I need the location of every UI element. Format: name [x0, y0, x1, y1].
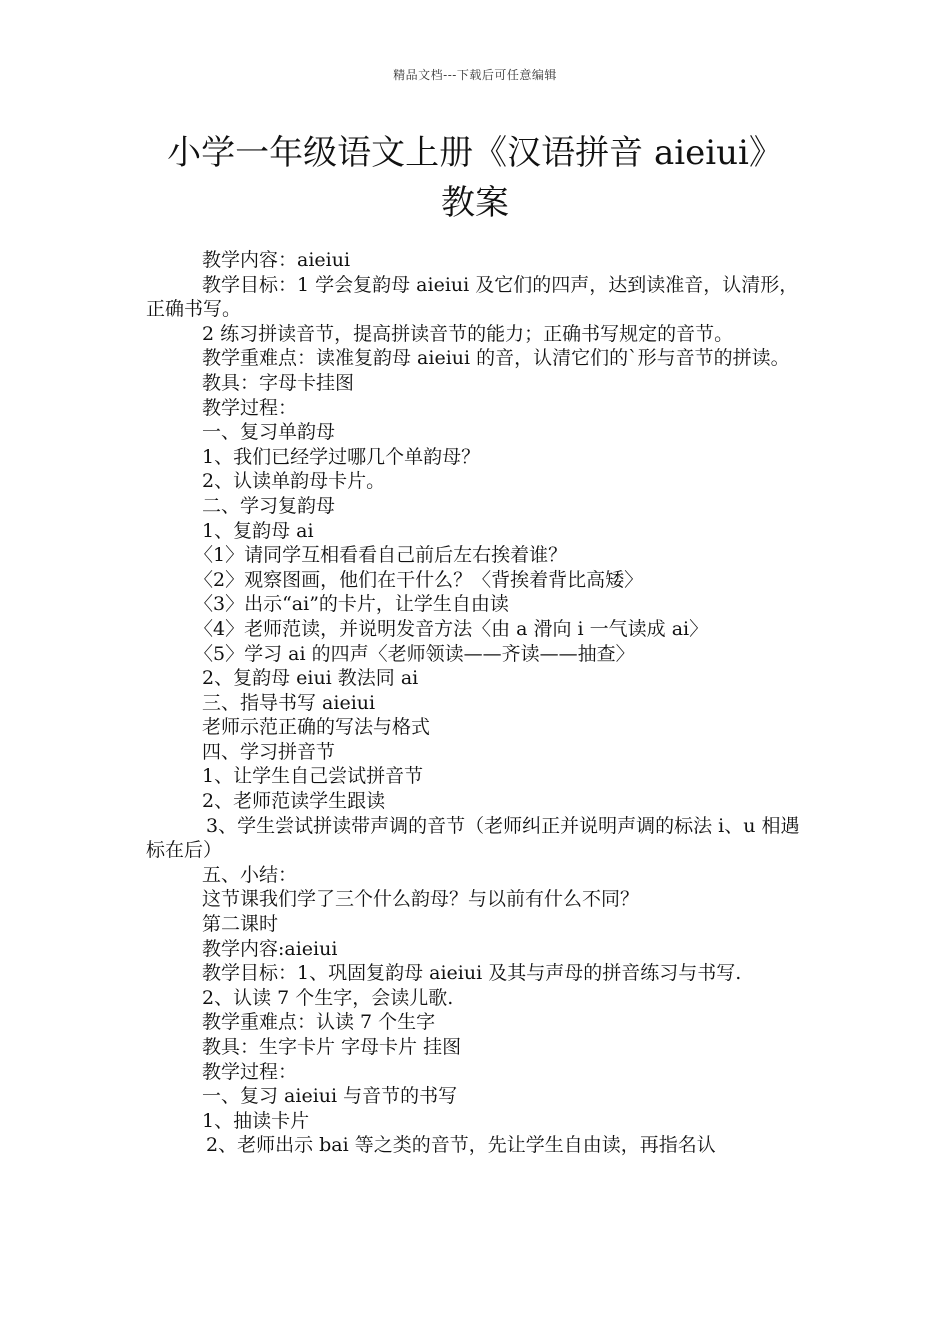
- body-paragraph: 2、认读单韵母卡片。: [202, 470, 386, 493]
- body-paragraph: 五、小结：: [202, 863, 298, 886]
- body-paragraph: 三、指导书写 aieiui: [202, 691, 376, 714]
- body-paragraph: 教具：生字卡片 字母卡片 挂图: [202, 1036, 462, 1058]
- body-paragraph: 教学重难点：读准复韵母 aieiui 的音，认清它们的`形与音节的拼读。: [202, 347, 790, 370]
- body-paragraph: 2 练习拼读音节，提高拼读音节的能力；正确书写规定的音节。: [202, 322, 734, 345]
- body-paragraph: 教学过程：: [202, 396, 298, 419]
- body-paragraph: 一、复习单韵母: [202, 421, 336, 444]
- body-paragraph: 教具：字母卡挂图: [202, 371, 355, 394]
- body-paragraph: 2、老师出示 bai 等之类的音节，先让学生自由读，再指名认: [206, 1134, 716, 1157]
- body-paragraph: 教学重难点：认读 7 个生字: [202, 1011, 436, 1034]
- body-paragraph: 老师示范正确的写法与格式: [202, 716, 431, 739]
- body-paragraph: 〈4〉老师范读，并说明发音方法〈由 a 滑向 i 一气读成 ai〉: [194, 617, 709, 640]
- title-line-2: 教案: [441, 183, 509, 223]
- body-paragraph: 四、学习拼音节: [202, 740, 336, 763]
- body-paragraph: 〈5〉学习 ai 的四声〈老师领读——齐读——抽查〉: [194, 642, 635, 665]
- document-body: [146, 248, 814, 1158]
- body-paragraph: 教学目标：1、巩固复韵母 aieiui 及其与声母的拼音练习与书写.: [202, 962, 742, 985]
- body-paragraph: 教学内容:aieiui: [202, 937, 338, 960]
- page-header: 精品文档---下载后可任意编辑: [393, 68, 557, 82]
- body-paragraph: 1、让学生自己尝试拼音节: [202, 765, 424, 788]
- body-paragraph: 1、抽读卡片: [202, 1109, 310, 1132]
- body-paragraph: 2、复韵母 eiui 教法同 ai: [202, 667, 419, 690]
- body-paragraph: 1、我们已经学过哪几个单韵母？: [202, 445, 481, 468]
- document-title: [60, 128, 890, 228]
- body-paragraph: 第二课时: [202, 913, 279, 936]
- body-paragraph: 教学过程：: [202, 1060, 298, 1083]
- body-paragraph: 3、学生尝试拼读带声调的音节（老师纠正并说明声调的标法 i、u 相遇标在后）: [146, 814, 800, 862]
- body-paragraph: 一、复习 aieiui 与音节的书写: [202, 1085, 458, 1108]
- body-paragraph: 2、认读 7 个生字，会读儿歌.: [202, 986, 454, 1009]
- body-paragraph: 这节课我们学了三个什么韵母？与以前有什么不同？: [202, 888, 640, 911]
- body-paragraph: 2、老师范读学生跟读: [202, 790, 386, 813]
- title-line-1: 小学一年级语文上册《汉语拼音 aieiui》: [167, 133, 783, 173]
- body-paragraph: 1、复韵母 ai: [202, 519, 314, 542]
- body-paragraph: 〈1〉请同学互相看看自己前后左右挨着谁？: [194, 544, 568, 567]
- body-paragraph: 教学内容：aieiui: [202, 249, 351, 271]
- body-paragraph: 〈3〉出示“ai”的卡片，让学生自由读: [194, 593, 509, 616]
- body-paragraph: 〈2〉观察图画，他们在干什么？〈背挨着背比高矮〉: [194, 568, 644, 591]
- body-paragraph: 二、学习复韵母: [202, 494, 336, 517]
- body-paragraph: 教学目标：1 学会复韵母 aieiui 及它们的四声，达到读准音，认清形，正确书写。: [146, 273, 799, 321]
